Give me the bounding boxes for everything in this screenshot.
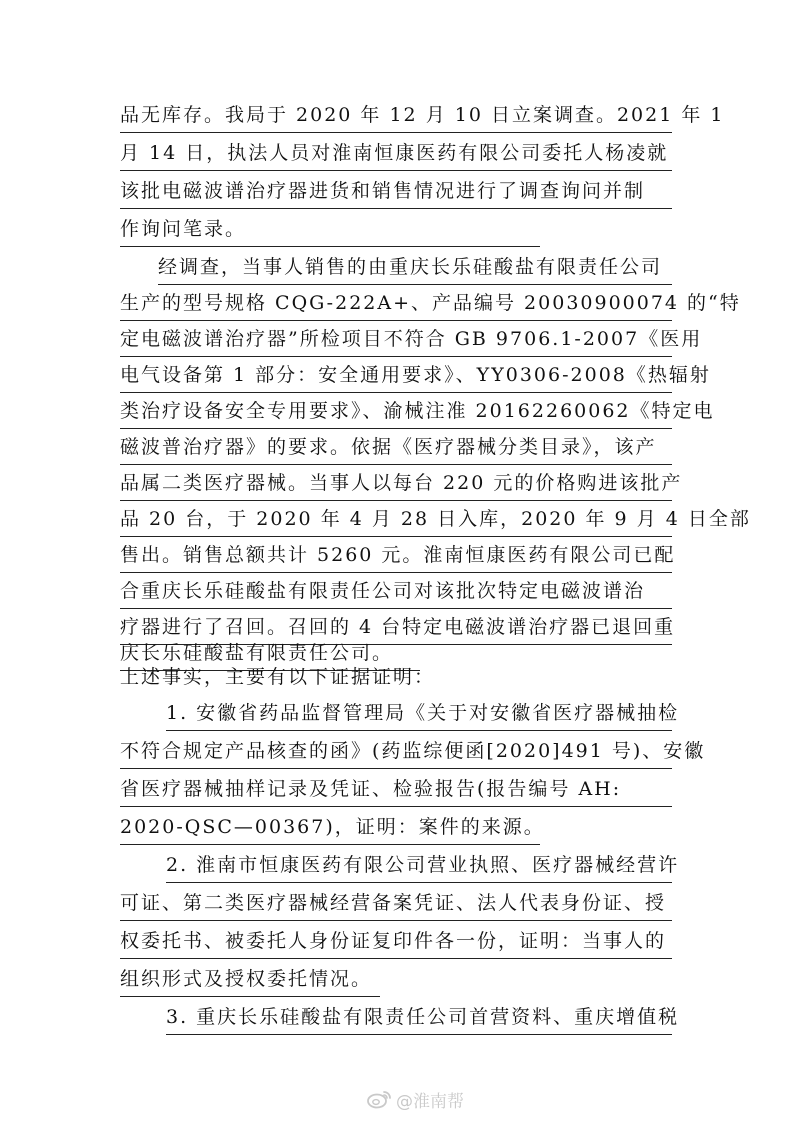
text-line: 品属二类医疗器械。当事人以每台 220 元的价格购进该批产	[120, 470, 672, 501]
text-line: 电气设备第 1 部分：安全通用要求》、YY0306-2008《热辐射	[120, 362, 672, 393]
text-line: 权委托书、被委托人身份证复印件各一份，证明：当事人的	[120, 928, 672, 959]
text-line: 2020-QSC—00367)，证明：案件的来源。	[120, 814, 540, 845]
text-line: 月 14 日，执法人员对淮南恒康医药有限公司委托人杨凌就	[120, 140, 672, 171]
text-line: 省医疗器械抽样记录及凭证、检验报告(报告编号 AH:	[120, 776, 672, 807]
text-line: 庆长乐硅酸盐有限责任公司。	[120, 640, 420, 671]
evidence-heading: 上述事实，主要有以下证据证明：	[120, 666, 436, 688]
text-line: 合重庆长乐硅酸盐有限责任公司对该批次特定电磁波谱治	[120, 578, 672, 609]
watermark	[366, 1086, 464, 1112]
weibo-logo-icon	[366, 1089, 392, 1109]
text-line: 生产的型号规格 CQG-222A+、产品编号 20030900074 的“特	[120, 290, 672, 321]
text-line: 类治疗设备安全专用要求》、渝械注准 20162260062《特定电	[120, 398, 672, 429]
text-line: 售出。销售总额共计 5260 元。淮南恒康医药有限公司已配	[120, 542, 672, 573]
text-line: 可证、第二类医疗器械经营备案凭证、法人代表身份证、授	[120, 890, 672, 921]
text-line: 不符合规定产品核查的函》(药监综便函[2020]491 号)、安徽	[120, 738, 672, 769]
text-line: 品无库存。我局于 2020 年 12 月 10 日立案调查。2021 年 1	[120, 102, 672, 133]
text-line: 3. 重庆长乐硅酸盐有限责任公司首营资料、重庆增值税	[166, 1004, 672, 1035]
text-line: 经调查，当事人销售的由重庆长乐硅酸盐有限责任公司	[158, 254, 672, 285]
text-line: 作询问笔录。	[120, 216, 540, 247]
text-line: 磁波普治疗器》的要求。依据《医疗器械分类目录》，该产	[120, 434, 672, 465]
text-line: 2. 淮南市恒康医药有限公司营业执照、医疗器械经营许	[166, 852, 672, 883]
text-line: 定电磁波谱治疗器”所检项目不符合 GB 9706.1-2007《医用	[120, 326, 672, 357]
text-line: 该批电磁波谱治疗器进货和销售情况进行了调查询问并制	[120, 178, 672, 209]
watermark-text: @淮南帮	[396, 1091, 464, 1112]
text-line: 1. 安徽省药品监督管理局《关于对安徽省医疗器械抽检	[166, 700, 672, 731]
text-line: 组织形式及授权委托情况。	[120, 966, 380, 997]
text-line: 疗器进行了召回。召回的 4 台特定电磁波谱治疗器已退回重	[120, 614, 672, 645]
text-line: 品 20 台，于 2020 年 4 月 28 日入库，2020 年 9 月 4 日全部	[120, 506, 672, 537]
